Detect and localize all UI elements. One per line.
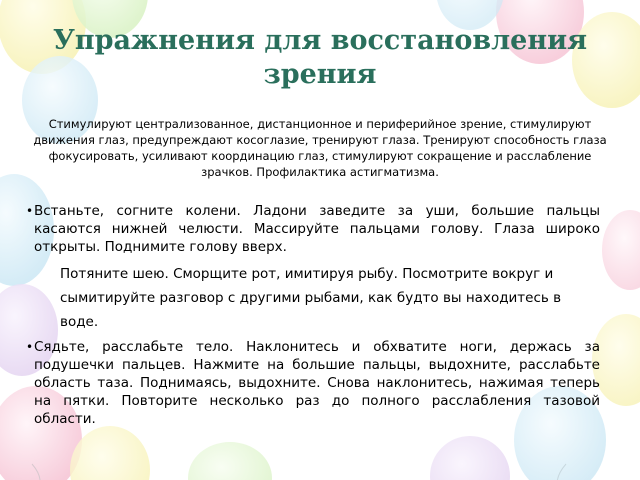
bullet-marker: • xyxy=(26,340,34,354)
bullet-text: Сядьте, расслабьте тело. Наклонитесь и обхватите ноги, держась за подушечки пальцев. Нажмите на большие пальцы, выдохните, расслабьте область таза. Поднимаясь, выдохните. Снова наклонитесь, нажимая теперь на пятки. Повторите несколько раз до полного расслабления тазовой области. xyxy=(34,339,600,427)
bullet-list xyxy=(26,202,600,428)
bullet-item xyxy=(26,202,600,256)
bullet-item xyxy=(26,338,600,428)
slide-subtitle: Стимулируют централизованное, дистанционное и периферийное зрение, стимулируют движения глаз, предупреждают косоглазие, тренируют глаза. Тренируют способность глаза фокусировать, усиливают координацию глаз, стимулируют сокращение и расслабление зрачков. Профилактика астигматизма. xyxy=(33,117,607,179)
indented-paragraph: Потяните шею. Сморщите рот, имитируя рыбу. Посмотрите вокруг и сымитируйте разговор с другими рыбами, как будто вы находитесь в воде. xyxy=(60,266,562,330)
bullet-marker: • xyxy=(26,204,34,218)
slide-title: Упражнения для восстановления зрения xyxy=(52,25,588,90)
bullet-text: Встаньте, согните колени. Ладони заведите за уши, большие пальцы касаются нижней челюсти. Массируйте пальцами голову. Глаза широко открыты. Поднимите голову вверх. xyxy=(34,203,600,255)
